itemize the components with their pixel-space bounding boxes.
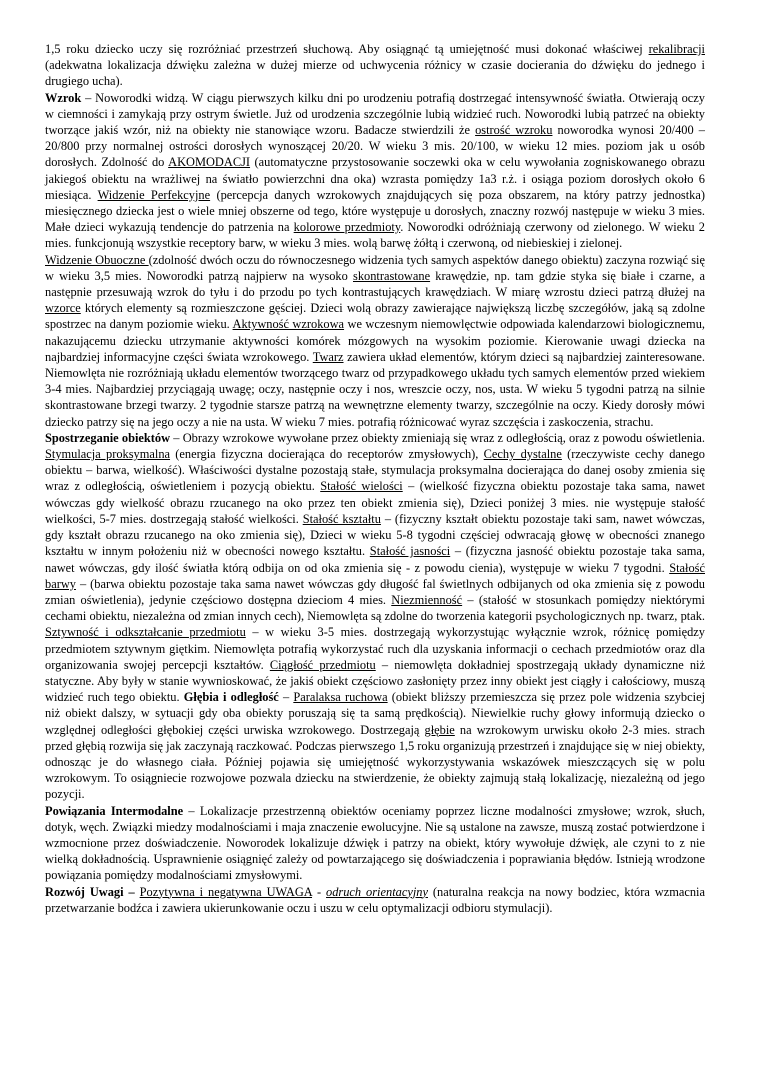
text-run: - [312,884,327,899]
document-page [45,41,705,916]
text-run: (rzeczywiste cechy danego obiektu – barwa, wielkość). Właściwości dystalne pozostają stałe, stymulacja proksymalna docierająca do danej osoby zmienia się wraz z odległością, oświetleniem i pozycją obiektu. [45,447,705,494]
text-run: – (stałość w stosunkach pomiędzy niektórymi cechami obiektu, niezależna od zmian innych cech), Niemowlęta są zdolne do tworzenia kategorii psychologicznych np. twarz, ptak. [45,592,705,624]
text-run: (naturalna reakcja na nowy bodziec, która wzmacnia przetwarzanie bodźca i zawiera ukierunkowanie oczu i uszu w celu optymalizacji odbioru stymulacji). [45,884,705,915]
term-glebie: głębie [424,722,455,737]
text-run: (obiekt bliższy przemieszcza się przez pole widzenia szybciej niż obiekt dalszy, w sytuacji gdy oba obiekty poruszają się ta samą prędkością). Niewielkie ruchy głowy informują dziecko o względnej odległości głębokiej części urwiska wzrokowego. Dostrzegają [45,690,706,737]
term-sztywnosc-i-odksztalcanie: Sztywność i odkształcanie przedmiotu [45,625,246,640]
section-heading-wzrok: Wzrok [45,90,82,105]
text-run: (adekwatna lokalizacja dźwięku zależna w dużej mierze od uchwycenia różnicy w czasie docierania do dźwięku do jednego i drugiego ucha). [45,58,705,89]
term-akomodacja: AKOMODACJI [168,155,251,170]
text-run: we wczesnym niemowlęctwie odpowiada kalendarzowi biologicznemu, nakazującemu dziecku utrzymanie aktywności komórek mózgowych na wysokim poziomie. Kierowanie uwagi dziecka na najbardziej informacyjne części świata wzrokowego. [45,317,705,364]
term-aktywnosc-wzrokowa: Aktywność wzrokowa [232,317,345,332]
term-cechy-dystalne: Cechy dystalne [483,447,562,462]
paragraph-widzenie-obuoczne [45,252,705,430]
term-kolorowe-przedmioty: kolorowe przedmioty [293,220,401,235]
text-run: . Noworodki odróżniają czerwony od zielonego. W wieku 2 mies. funkcjonują wszystkie receptory barw, w wieku 3 mies. wolą barwę żółtą i czerwoną, od niebieskiej i zielonej. [45,220,705,251]
paragraph-rozwoj-uwagi [45,884,705,916]
text-run: – (fizyczny kształt obiektu pozostaje taki sam, nawet wówczas, gdy kształt obrazu rzucanego na oko zmienia się), Dzieci w wieku 5-8 tygodni częściej odwracają głowę w obecności znanego kształtu w innym położeniu niż w obecności nowego kształtu. [45,511,705,559]
text-run: krawędzie, np. tam gdzie styka się białe i czarne, a następnie przesuwają wzrok do tyłu i do przodu po tych kontrastujących krawędziach. W miarę wzrostu dzieci patrzą dłużej na [45,268,705,300]
term-paralaksa-ruchowa: Paralaksa ruchowa [293,690,388,705]
term-ostrosc-wzroku: ostrość wzroku [475,123,553,138]
term-rekalibracja: rekalibracji [648,42,705,56]
paragraph-spostrzeganie-obiektow [45,430,705,803]
text-run: na wzrokowym urwisku około 2-3 mies. strach przed głębią rozwija się jak zaczynają raczkować. Podczas pierwszego 1,5 roku organizują przestrzeń i znajdujące się w niej obiekty, odnosząc je do własnego ciała. Później pojawia się umiejętność wykorzystywania wskazówek mieszczących się w polu wzrokowym. To osiągniecie rozwojowe pozwala dziecku na stwierdzenie, że obiekty zajmują stałą lokalizację, niezależną od jego pozycji. [45,722,705,802]
text-run: – w wieku 3-5 mies. dostrzegają wykorzystując wyłącznie wzrok, różnicę pomiędzy przedmiotem sztywnym giętkim. Niemowlęta potrafią wykorzystać ruch dla uzyskania informacji o cechach przedmiotów oraz dla organizowania swojej percepcji kształtów. [45,625,705,672]
text-run: (automatyczne przystosowanie soczewki oka w celu wywołania zogniskowanego obrazu jakiegoś obiektu na wrażliwej na światło powierzchni dna oka) wzrasta pomiędzy 1a3 r.ż. i osiąga poziom dorosłych około 6 miesiąca. [45,155,705,202]
term-widzenie-perfekcyjne: Widzenie Perfekcyjne [97,187,211,202]
text-run: – Noworodki widzą. W ciągu pierwszych kilku dni po urodzeniu potrafią dostrzegać intensywność światła. Otwierają oczy w ciemności i zamykają przy ostrym świetle. Już od urodzenia szczególnie lubią widzieć ruch. Noworodki lubią patrzeć na obiekty tworzące jakiś wzór, niż na obiekty nie stanowiące wzoru. Badacze stwierdzili że [45,90,705,138]
section-heading-spostrzeganie-obiektow: Spostrzeganie obiektów [45,430,171,445]
term-twarz: Twarz [312,349,344,364]
text-run: – (fizyczna jasność obiektu pozostaje taka sama, nawet wówczas, gdy ilość światła którą odbija on od oka zmienia się - z powodu cienia), występuje w wieku 7 tygodni. [45,544,706,575]
section-heading-powiazania-intermodalne: Powiązania Intermodalne [45,803,184,818]
term-stymulacja-proksymalna: Stymulacja proksymalna [45,447,171,462]
text-run: – Lokalizacje przestrzenną obiektów oceniamy poprzez liczne modalności zmysłowe; wzrok, słuch, dotyk, węch. Związki miedzy modalnościami i maja znaczenie ewolucyjne. Nie są ustalone na zawsze, muszą zostać potwierdzone i wzmocnione przez doświadczenie. Noworodek lokalizuje dźwięk i patrzy na obiekt, który wywołuje dźwięk, ale czyni to z nie wielką dokładnością. Usprawnienie osiągnięć zależy od powtarzającego się doświadczenia i poprawiania błędów. Istnieją wrodzone powiązania pomiędzy modalnościami zmysłowymi. [45,803,705,883]
text-run: – (barwa obiektu pozostaje taka sama nawet wówczas gdy długość fal świetlnych odbijanych od oka zmienia się z powodu zmian oświetlenia), jedynie częściowo dostępna dzieciom 4 mies. [45,576,705,607]
term-odruch-orientacyjny: odruch orientacyjny [326,884,428,899]
paragraph-wzrok [45,90,705,252]
term-stalosc-jasnosci: Stałość jasności [369,544,451,559]
section-heading-glebia-i-odleglosc: Głębia i odległość [183,690,279,705]
text-run: (zdolność dwóch oczu do równoczesnego widzenia tych samych aspektów danego obiektu) zaczyna rozwiąć się w wieku 3,5 mies. Noworodki patrzą najpierw na wysoko [45,252,705,283]
term-skontrastowane: skontrastowane [353,268,431,283]
term-stalosc-ksztaltu: Stałość kształtu [302,511,381,526]
text-run: (percepcja danych wzrokowych znajdujących się poza obszarem, na który patrzy jednostka) miesięcznego dziecka jest o wiele mniej obszerne od tego, które występuje u dorosłych, znaczny rozwój następuje w wieku 3 mies. Małe dzieci wykazują tendencje do patrzenia na [45,187,705,235]
text-run: których elementy są rozmieszczone gęściej. Dzieci wolą obrazy zawierające największą liczbę szczegółów, jaką są zdolne spostrzec na danym poziomie wieku. [45,301,705,332]
term-widzenie-obuoczne: Widzenie Obuoczne [45,252,149,267]
text-run: 1,5 roku dziecko uczy się rozróżniać przestrzeń słuchową. Aby osiągnąć tą umiejętność musi dokonać właściwej [45,42,649,56]
text-run: (energia fizyczna docierająca do receptorów zmysłowych), [170,447,484,462]
text-run: – (wielkość fizyczna obiektu pozostaje taka sama, nawet wówczas gdy wielkość obrazu rzucanego na oko przez ten obiekt zmienia się), Dzieci poniżej 3 mies. nie występuje stałość wielkości, 5-7 mies. dostrzegają stałość wielkości. [45,479,705,526]
term-stalosc-wielkosci: Stałość wielości [320,479,403,494]
term-wzorce: wzorce [45,301,81,316]
text-run: – [278,690,294,705]
paragraph-auditory-space [45,41,705,90]
text-run: zawiera układ elementów, którym dzieci są najbardziej zainteresowane. Niemowlęta nie rozróżniają układu elementów tworzącego twarz od przypadkowego układu tych samych elementów przed wiekiem 3-4 mies. Najbardziej przyciągają uwagę; oczy, następnie oczy i nos, wreszcie oczy, nos, usta. W wieku 5 tygodni patrzą na silnie skontrastowane brzegi twarzy. 2 tygodnie starsze patrzą na wewnętrzne elementy twarzy, szczególnie na oczy. Kiedy dorosły mówi dziecko patrzy się na jego oczy a nie na usta. W wieku 7 mies. potrafią różnicować wyraz szczęścia i zaskoczenia, strachu. [45,349,705,429]
term-pozytywna-i-negatywna-uwaga: Pozytywna i negatywna UWAGA [139,884,313,899]
text-run: – niemowlęta dokładniej spostrzegają układy dynamiczne niż statyczne. Aby były w stanie wywnioskować, że jakiś obiekt częściowo zasłonięty przez inny obiekt jest ciągły i całościowy, muszą widzieć ruch tego obiektu. [45,657,705,705]
text-run: – Obrazy wzrokowe wywołane przez obiekty zmieniają się wraz z odległością, oraz z powodu oświetlenia. [170,430,706,445]
section-heading-rozwoj-uwagi: Rozwój Uwagi – [45,884,135,899]
term-stalosc-barwy: Stałość barwy [45,560,705,591]
term-niezmiennosc: Niezmienność [391,592,463,607]
text-run: noworodka wynosi 20/400 – 20/800 przy normalnej ostrości dorosłych wynoszącej 20/20. W wieku 3 mis. 20/100, w wieku 12 mies. poziom jak u osób dorosłych. Zdolność do [45,123,705,170]
paragraph-powiazania-intermodalne [45,803,705,884]
term-ciaglosc-przedmiotu: Ciągłość przedmiotu [269,657,376,672]
